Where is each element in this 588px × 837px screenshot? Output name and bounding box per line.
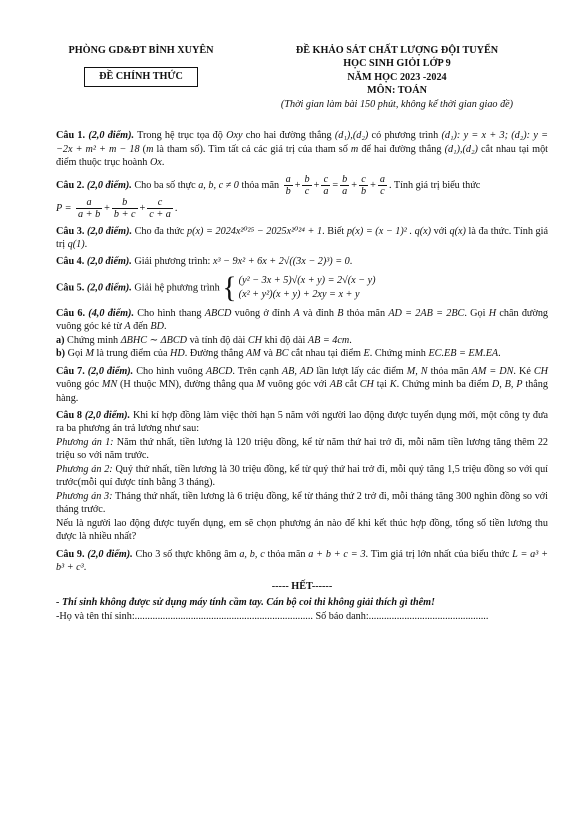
fraction: $\frac{c}{b}$ [361, 173, 367, 197]
footnote: - Thí sinh không được sử dụng máy tính cầm tay. Cán bộ coi thi không giải thích gì thêm! [56, 596, 436, 608]
exam-header [56, 44, 548, 111]
exam-grade: HỌC SINH GIỎI LỚP 9 [343, 58, 451, 70]
end-marker: ----- HẾT------ [271, 581, 333, 593]
candidate-info-line: -Họ và tên thí sinh:...................................................................... Số báo danh:............................................... [56, 611, 489, 623]
fraction: $\frac{c}{a}$ [323, 173, 329, 197]
question-5: Câu 5. (2,0 điểm). Giải hệ phương trình { (y² − 3x + 5)√(x + y) = 2√(x − y) (x² + y²)(x + y) + 2xy = x + y [56, 270, 376, 304]
time-note: (Thời gian làm bài 150 phút, không kể thời gian giao đề) [280, 98, 514, 110]
fraction: $\frac{a}{b}$ [285, 173, 291, 197]
equation-system: { (y² − 3x + 5)√(x + y) = 2√(x − y) (x² + y²)(x + y) + 2xy = x + y [222, 270, 376, 304]
header-left [56, 44, 226, 111]
fraction: $\frac{b}{c}$ [304, 173, 310, 197]
question-6: Câu 6. (4,0 điểm). Cho hình thang ABCD vuông ở đỉnh A và đỉnh B thỏa mãn AD = 2AB = 2BC. Gọi H chân đường vuông góc kẻ từ A đến BD. a) Chứng minh ΔBHC ∼ ΔBCD và tính độ dài CH khi độ dài AB = 4cm. b) Gọi M là trung điểm của HD. Đường thẳng AM và BC cắt nhau tại điểm E. Chứng minh EC.EB = EM.EA. [56, 307, 549, 360]
question-2: Câu 2. (2,0 điểm). Cho ba số thực a, b, c ≠ 0 thỏa mãn $\frac{a}{b}$ + $\frac{b}{c}$ + $\frac{c}{a}$ = $\frac{b}{a}$ + $\frac{c}{b}$ + $\frac{a}{c}$ . Tính giá trị biểu thức P = $\frac{a}{a + b}$ + $\frac{b}{b + c}$ + $\frac{c}{c + a}$ . [56, 173, 481, 221]
fraction: $\frac{b}{b + c}$ [113, 197, 136, 221]
official-exam-box: ĐỀ CHÍNH THỨC [84, 67, 198, 86]
fraction: $\frac{a}{a + b}$ [78, 197, 101, 221]
fraction: $\frac{b}{a}$ [342, 173, 348, 197]
question-1: Câu 1. (2,0 điểm). Trong hệ trục tọa độ Oxy cho hai đường thẳng (d₁),(d₂) có phương trình (d₁): y = x + 3; (d₂): y = −2x + m² + m − 18 (m là tham số). Tìm tất cả các giá trị của tham số m để hai đường thẳng (d₁),(d₂) cắt nhau tại một điểm thuộc trục hoành Ox. [56, 130, 549, 169]
subject: MÔN: TOÁN [367, 85, 427, 97]
question-3: Câu 3. (2,0 điểm). Cho đa thức p(x) = 2024x²⁰²⁵ − 2025x²⁰²⁴ + 1. Biết p(x) = (x − 1)² . q(x) với q(x) là đa thức. Tính giá trị q(1). [56, 225, 548, 250]
exam-title: ĐỀ KHẢO SÁT CHẤT LƯỢNG ĐỘI TUYỂN [295, 45, 499, 56]
question-7: Câu 7. (2,0 điểm). Cho hình vuông ABCD. Trên cạnh AB, AD lần lượt lấy các điểm M, N thỏa mãn AM = DN. Kẻ CH vuông góc MN (H thuộc MN), đường thẳng qua M vuông góc với AB cắt CH tại K. Chứng minh ba điểm D, B, P thẳng hàng. [56, 365, 549, 404]
department-name: PHÒNG GD&ĐT BÌNH XUYÊN [68, 45, 214, 56]
question-8: Câu 8 (2,0 điểm). Khi kí hợp đồng làm việc thời hạn 5 năm với người lao động được tuyển dụng mới, một công ty đưa ra ba phương án trả lương như sau: Phương án 1: Năm thứ nhất, tiền lương là 120 triệu đồng, kể từ năm thứ hai trở đi, mỗi năm tiền lương tăng thêm 22 triệu so với năm trước. Phương án 2: Quý thứ nhất, tiền lương là 30 triệu đồng, kể từ quý thứ hai trở đi, mỗi quý tăng 1,5 triệu đồng so với quí trước(mỗi quí được tính bằng 3 tháng). Phương án 3: Tháng thứ nhất, tiền lương là 6 triệu đồng, kể từ tháng thứ 2 trở đi, mỗi tháng tăng 300 nghìn đồng so với tháng trước. Nếu là người lao động được tuyển dụng, em sẽ chọn phương án nào để khi kết thúc hợp đồng, tổng số tiền lương thu được là nhiều nhất? [56, 410, 549, 543]
fraction: $\frac{a}{c}$ [379, 173, 385, 197]
fraction: $\frac{c}{c + a}$ [149, 197, 171, 221]
school-year: NĂM HỌC 2023 -2024 [347, 71, 447, 83]
question-9: Câu 9. (2,0 điểm). Cho 3 số thực không âm a, b, c thỏa mãn a + b + c = 3. Tìm giá trị lớn nhất của biểu thức L = a³ + b³ + c³. [56, 548, 548, 574]
question-4: Câu 4. (2,0 điểm). Giải phương trình: x³ − 9x² + 6x + 2√((3x − 2)³) = 0. [56, 256, 353, 268]
header-right [246, 44, 548, 111]
